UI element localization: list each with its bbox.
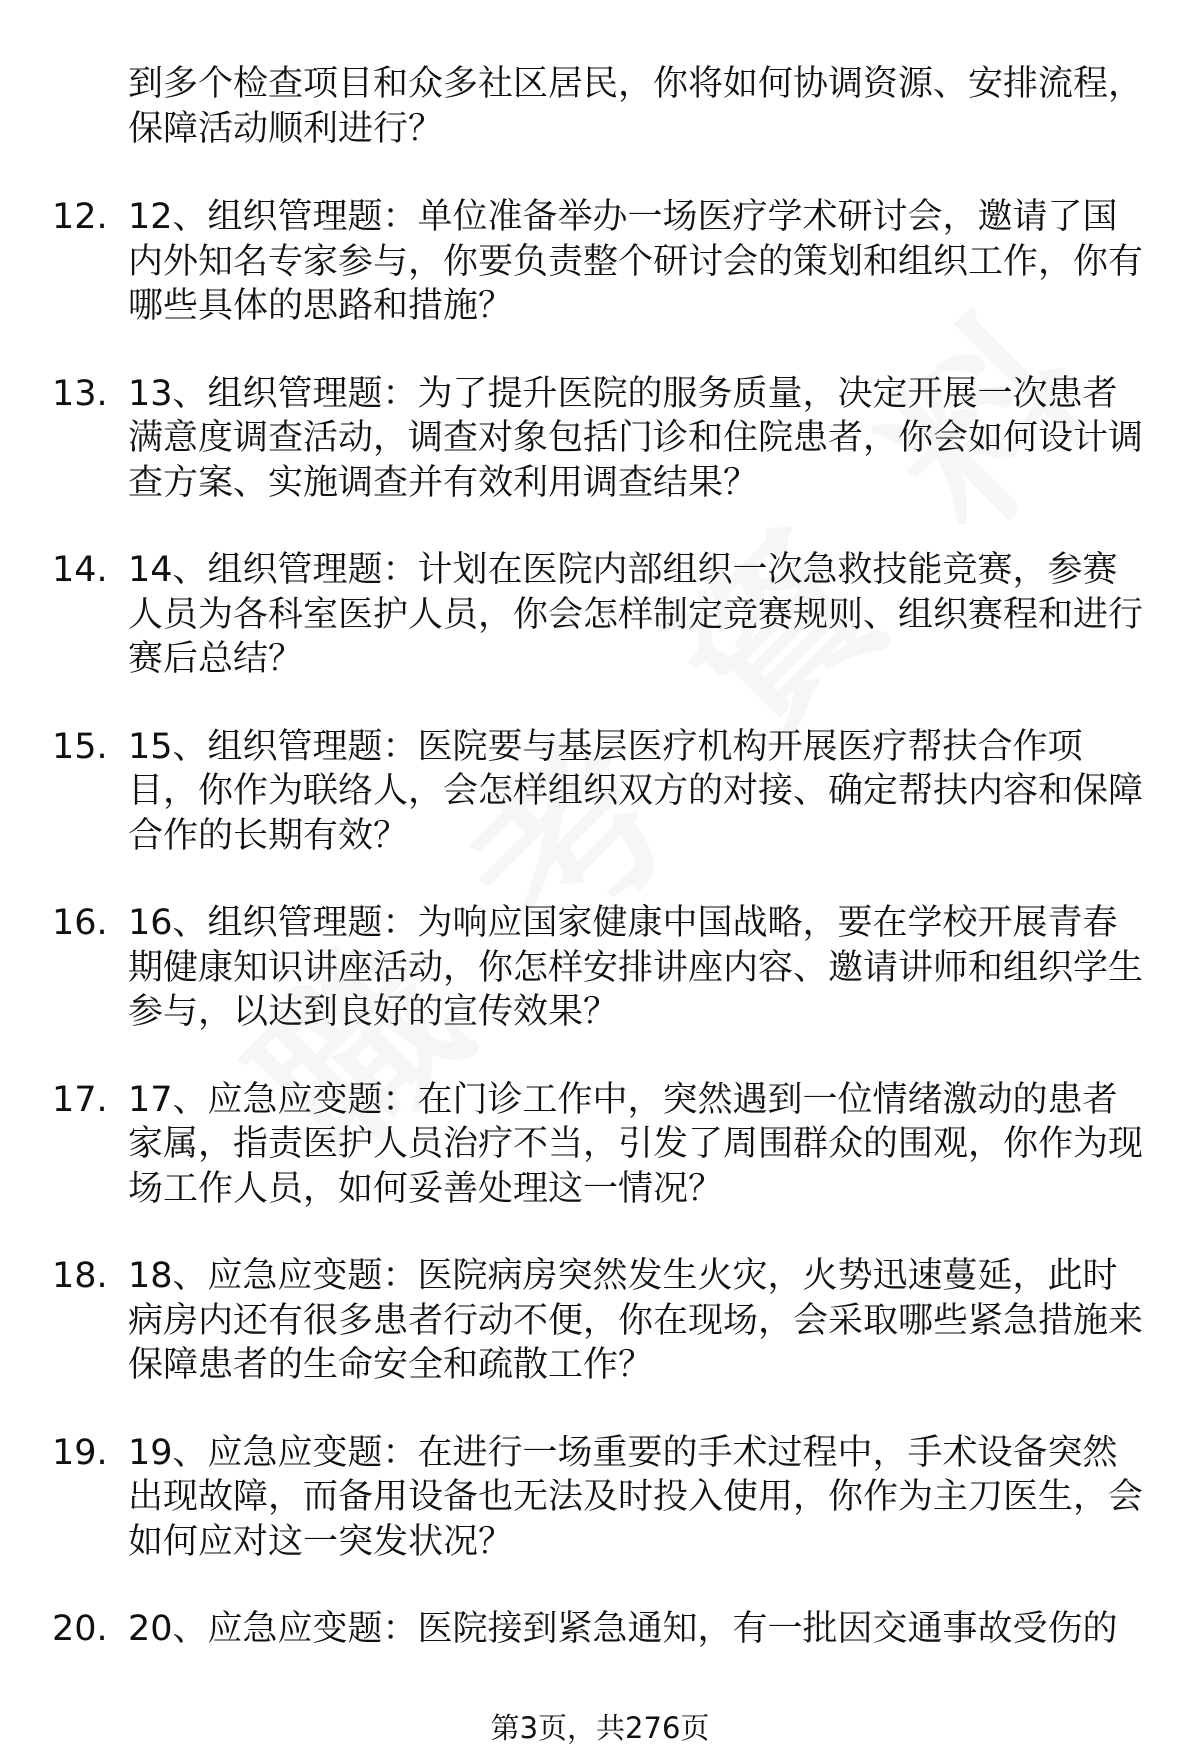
question-number: 20.	[52, 1609, 108, 1649]
question-text: 20、应急应变题：医院接到紧急通知，有一批因交通事故受伤的	[128, 1609, 1118, 1649]
question-text: 19、应急应变题：在进行一场重要的手术过程中，手术设备突然出现故障，而备用设备也无法及时投入使用，你作为主刀医生，会如何应对这一突发状况？	[128, 1432, 1144, 1562]
question-list	[0, 195, 1200, 1695]
question-number: 18.	[52, 1256, 108, 1296]
question-item-19	[0, 1431, 1148, 1565]
question-text: 15、组织管理题：医院要与基层医疗机构开展医疗帮扶合作项目，你作为联络人，会怎样组织双方的对接、确定帮扶内容和保障合作的长期有效？	[128, 726, 1144, 856]
question-item-20	[0, 1607, 1148, 1652]
question-item-16	[0, 901, 1148, 1035]
question-number: 16.	[52, 903, 108, 943]
question-number: 13.	[52, 373, 108, 414]
question-text: 12、组织管理题：单位准备举办一场医疗学术研讨会，邀请了国内外知名专家参与，你要负责整个研讨会的策划和组织工作，你有哪些具体的思路和措施？	[128, 197, 1144, 326]
question-number: 14.	[52, 550, 108, 590]
page-number-footer: 第3页，共276页	[490, 1711, 710, 1745]
question-text: 14、组织管理题：计划在医院内部组织一次急救技能竞赛，参赛人员为各科室医护人员，你会怎样制定竞赛规则、组织赛程和进行赛后总结？	[128, 550, 1144, 679]
question-item-14	[0, 548, 1148, 682]
question-number: 15.	[52, 726, 108, 767]
question-number: 19.	[52, 1432, 108, 1473]
question-number: 12.	[52, 197, 108, 237]
question-item-13	[0, 372, 1148, 506]
question-text: 13、组织管理题：为了提升医院的服务质量，决定开展一次患者满意度调查活动，调查对象包括门诊和住院患者，你会如何设计调查方案、实施调查并有效利用调查结果？	[128, 373, 1144, 503]
question-item-18	[0, 1254, 1148, 1388]
question-item-12	[0, 195, 1148, 329]
question-number: 17.	[52, 1079, 108, 1120]
question-text: 17、应急应变题：在门诊工作中，突然遇到一位情绪激动的患者家属，指责医护人员治疗不当，引发了周围群众的围观，你作为现场工作人员，如何妥善处理这一情况？	[128, 1079, 1144, 1209]
question-text: 18、应急应变题：医院病房突然发生火灾，火势迅速蔓延，此时病房内还有很多患者行动不便，你在现场，会采取哪些紧急措施来保障患者的生命安全和疏散工作？	[128, 1256, 1144, 1385]
continued-question-text: 到多个检查项目和众多社区居民，你将如何协调资源、安排流程，保障活动顺利进行？	[128, 64, 1144, 149]
question-item-17	[0, 1078, 1148, 1212]
question-item-15	[0, 725, 1148, 859]
question-text: 16、组织管理题：为响应国家健康中国战略，要在学校开展青春期健康知识讲座活动，你怎样安排讲座内容、邀请讲师和组织学生参与，以达到良好的宣传效果？	[128, 903, 1144, 1032]
